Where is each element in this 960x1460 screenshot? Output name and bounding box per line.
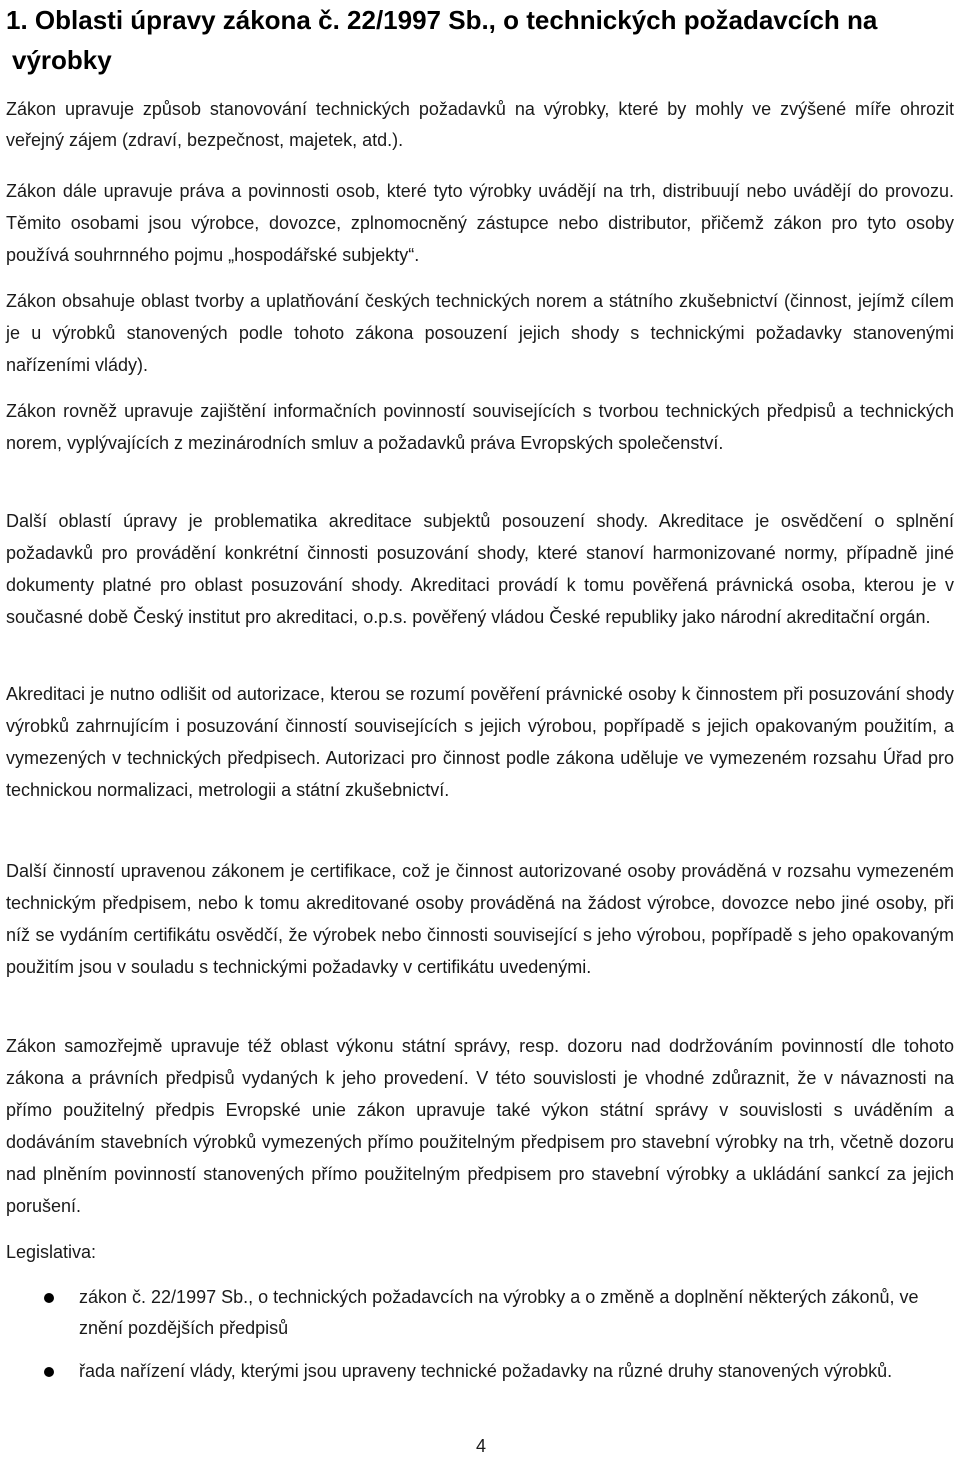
bullet-icon [44,1293,54,1303]
paragraph-certification: Další činností upravenou zákonem je certifikace, což je činnost autorizované osoby prováděná v rozsahu vymezeném technickým předpisem, nebo k tomu akreditované osoby prováděná na žádost výrobce, dovozce nebo jiné osoby, při níž se vydáním certifikátu osvědčí, že výrobek nebo činnosti související s jeho výrobou, popřípadě s jeho opakovaným použitím jsou v souladu s technickými požadavky v certifikátu uvedenými. [6,861,954,977]
legislation-item-text: řada nařízení vlády, kterými jsou upraveny technické požadavky na různé druhy stanovených výrobků. [79,1361,893,1381]
paragraph-technical-standards: Zákon obsahuje oblast tvorby a uplatňování českých technických norem a státního zkušebnictví (činnost, jejímž cílem je u výrobků stanovených podle tohoto zákona posouzení jejich shody s technickými požadavky stanovenými nařízeními vlády). [6,291,954,375]
paragraph-information-duties: Zákon rovněž upravuje zajištění informačních povinností souvisejících s tvorbou technických předpisů a technických norem, vyplývajících z mezinárodních smluv a požadavků práva Evropských společenství. [6,401,954,453]
bullet-icon [44,1367,54,1377]
legislation-item [0,1356,940,1387]
paragraph-scope: Zákon upravuje způsob stanovování technických požadavků na výrobky, které by mohly ve zvýšené míře ohrozit veřejný zájem (zdraví, bezpečnost, majetek, atd.). [6,99,954,150]
page-number: 4 [475,1436,486,1456]
section-heading: 1. Oblasti úpravy zákona č. 22/1997 Sb., o technických požadavcích na výrobky [6,5,878,75]
paragraph-authorization: Akreditaci je nutno odlišit od autorizace, kterou se rozumí pověření právnické osoby k činnostem při posuzování shody výrobků zahrnujícím i posuzování činností souvisejících s jejich výrobou, popřípadě s jejich opakovaným použitím, a vymezených v technických předpisech. Autorizaci pro činnost podle zákona uděluje ve vymezeném rozsahu Úřad pro technickou normalizaci, metrologii a státní zkušebnictví. [6,684,954,800]
paragraph-accreditation: Další oblastí úpravy je problematika akreditace subjektů posouzení shody. Akreditace je osvědčení o splnění požadavků pro provádění konkrétní činnosti posuzování shody, které stanoví harmonizované normy, případně jiné dokumenty platné pro oblast posuzování shody. Akreditaci provádí k tomu pověřená právnická osoba, kterou je v současné době Český institut pro akreditaci, o.p.s. pověřený vládou České republiky jako národní akreditační orgán. [6,511,954,627]
legislation-item-text: zákon č. 22/1997 Sb., o technických požadavcích na výrobky a o změně a doplnění některých zákonů, ve znění pozdějších předpisů [79,1287,919,1338]
legislation-item [0,1282,940,1344]
paragraph-economic-operators: Zákon dále upravuje práva a povinnosti osob, které tyto výrobky uvádějí na trh, distribuují nebo uvádějí do provozu. Těmito osobami jsou výrobce, dovozce, zplnomocněný zástupce nebo distributor, přičemž zákon pro tyto osoby používá souhrnného pojmu „hospodářské subjekty“. [6,181,954,265]
paragraph-state-administration: Zákon samozřejmě upravuje též oblast výkonu státní správy, resp. dozoru nad dodržováním povinností dle tohoto zákona a právních předpisů vydaných k jeho provedení. V této souvislosti je vhodné zdůraznit, že v návaznosti na přímo použitelný předpis Evropské unie zákon upravuje také výkon státní správy v souvislosti s uváděním a dodáváním stavebních výrobků vymezených přímo použitelným předpisem pro stavební výrobky na trh, včetně dozoru nad plněním povinností stanovených přímo použitelným předpisem pro stavební výrobky a ukládání sankcí za jejich porušení. [6,1036,954,1216]
legislation-label: Legislativa: [6,1242,97,1262]
legislation-list [0,1282,940,1399]
